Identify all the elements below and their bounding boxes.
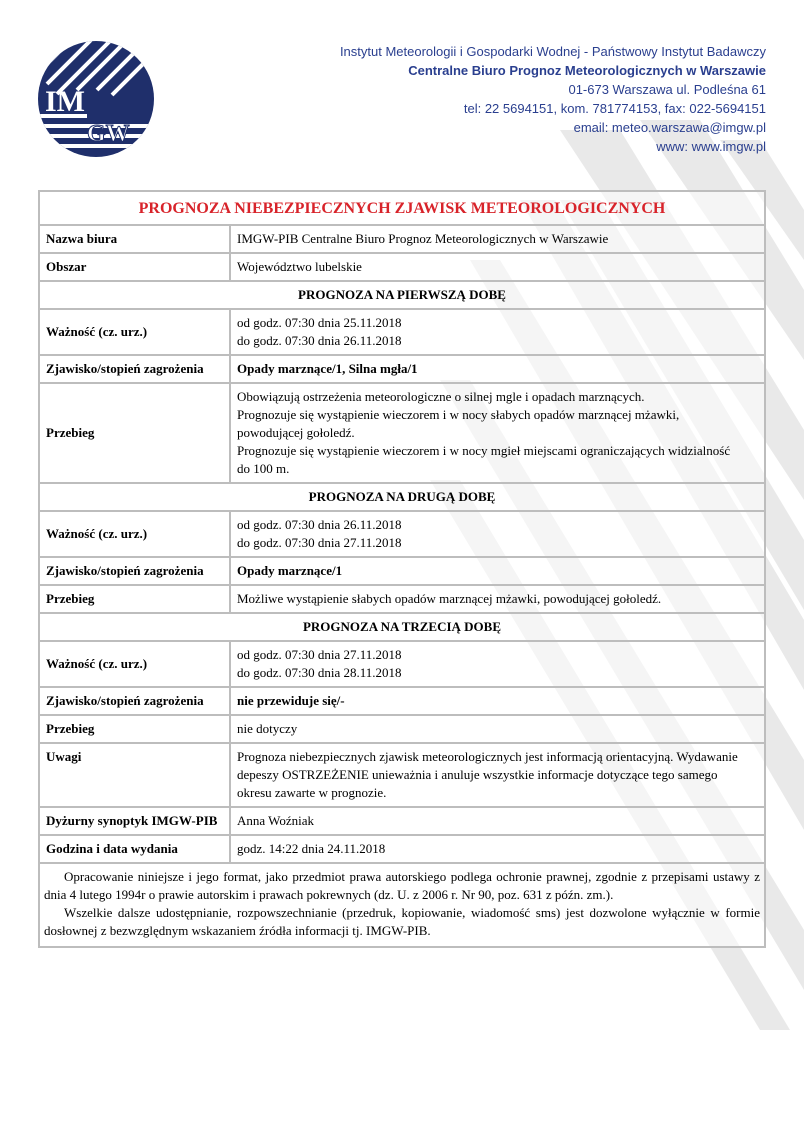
notes-line: Prognoza niebezpiecznych zjawisk meteorologicznych jest informacją orientacyjną. Wydawanie bbox=[237, 749, 738, 764]
distribution-paragraph: Wszelkie dalsze udostępnianie, rozpowszechnianie (przedruk, kopiowanie, wiadomość sms) jest dozwolone wyłącznie w formie dosłownej z bezwzględnym wskazaniem źródła informacji tj. IMGW-PIB. bbox=[44, 905, 760, 938]
notes-label: Uwagi bbox=[39, 743, 230, 807]
day2-validity-to: do godz. 07:30 dnia 27.11.2018 bbox=[237, 535, 402, 550]
day3-course-label: Przebieg bbox=[39, 715, 230, 743]
issued-label: Godzina i data wydania bbox=[39, 835, 230, 863]
day1-validity-row bbox=[39, 309, 765, 355]
area-value: Województwo lubelskie bbox=[230, 253, 765, 281]
day2-validity-value bbox=[230, 511, 765, 557]
forecast-table bbox=[38, 190, 766, 948]
notes-row bbox=[39, 743, 765, 807]
area-label: Obszar bbox=[39, 253, 230, 281]
website: www: www.imgw.pl bbox=[656, 139, 766, 154]
day3-validity-from: od godz. 07:30 dnia 27.11.2018 bbox=[237, 647, 402, 662]
issued-value: godz. 14:22 dnia 24.11.2018 bbox=[230, 835, 765, 863]
day3-course-value: nie dotyczy bbox=[230, 715, 765, 743]
day2-validity-label: Ważność (cz. urz.) bbox=[39, 511, 230, 557]
day1-phenomenon-label: Zjawisko/stopień zagrożenia bbox=[39, 355, 230, 383]
notes-line: okresu zawarte w prognozie. bbox=[237, 785, 387, 800]
copyright-footer bbox=[39, 863, 765, 947]
office-name: Centralne Biuro Prognoz Meteorologicznych w Warszawie bbox=[408, 63, 766, 78]
day3-course-row bbox=[39, 715, 765, 743]
email: email: meteo.warszawa@imgw.pl bbox=[573, 120, 766, 135]
address: 01-673 Warszawa ul. Podleśna 61 bbox=[568, 82, 766, 97]
day1-validity-to: do godz. 07:30 dnia 26.11.2018 bbox=[237, 333, 402, 348]
day1-course-line: Obowiązują ostrzeżenia meteorologiczne o silnej mgle i opadach marznących. bbox=[237, 389, 645, 404]
day2-course-label: Przebieg bbox=[39, 585, 230, 613]
office-value: IMGW-PIB Centralne Biuro Prognoz Meteorologicznych w Warszawie bbox=[230, 225, 765, 253]
document-title: PROGNOZA NIEBEZPIECZNYCH ZJAWISK METEOROLOGICZNYCH bbox=[39, 191, 765, 225]
office-row bbox=[39, 225, 765, 253]
day1-phenomenon-row bbox=[39, 355, 765, 383]
day2-phenomenon-row bbox=[39, 557, 765, 585]
notes-value bbox=[230, 743, 765, 807]
day2-validity-from: od godz. 07:30 dnia 26.11.2018 bbox=[237, 517, 402, 532]
day3-phenomenon-label: Zjawisko/stopień zagrożenia bbox=[39, 687, 230, 715]
day2-course-value: Możliwe wystąpienie słabych opadów marznącej mżawki, powodującej gołoledź. bbox=[230, 585, 765, 613]
day3-heading: PROGNOZA NA TRZECIĄ DOBĘ bbox=[39, 613, 765, 641]
imgw-logo bbox=[37, 40, 155, 158]
day1-course-line: do 100 m. bbox=[237, 461, 290, 476]
institute-header bbox=[340, 42, 766, 156]
day2-phenomenon-label: Zjawisko/stopień zagrożenia bbox=[39, 557, 230, 585]
synoptic-label: Dyżurny synoptyk IMGW-PIB bbox=[39, 807, 230, 835]
day1-course-label: Przebieg bbox=[39, 383, 230, 483]
day1-course-line: Prognozuje się wystąpienie wieczorem i w nocy słabych opadów marznącej mżawki, bbox=[237, 407, 680, 422]
day1-course-value bbox=[230, 383, 765, 483]
day3-phenomenon-value: nie przewiduje się/- bbox=[230, 687, 765, 715]
day2-heading: PROGNOZA NA DRUGĄ DOBĘ bbox=[39, 483, 765, 511]
day1-course-line: powodującej gołoledź. bbox=[237, 425, 355, 440]
day1-course-row bbox=[39, 383, 765, 483]
logo-text-bottom: GW bbox=[87, 121, 130, 147]
office-label: Nazwa biura bbox=[39, 225, 230, 253]
day1-validity-from: od godz. 07:30 dnia 25.11.2018 bbox=[237, 315, 402, 330]
synoptic-row bbox=[39, 807, 765, 835]
notes-line: depeszy OSTRZEŻENIE unieważnia i anuluje wszystkie informacje dotyczące tego samego bbox=[237, 767, 718, 782]
day1-course-line: Prognozuje się wystąpienie wieczorem i w nocy mgieł miejscami ograniczających widzialność bbox=[237, 443, 731, 458]
phone: tel: 22 5694151, kom. 781774153, fax: 022-5694151 bbox=[463, 101, 766, 116]
institute-name: Instytut Meteorologii i Gospodarki Wodnej - Państwowy Instytut Badawczy bbox=[339, 44, 766, 59]
day3-validity-label: Ważność (cz. urz.) bbox=[39, 641, 230, 687]
day3-phenomenon-row bbox=[39, 687, 765, 715]
day3-validity-to: do godz. 07:30 dnia 28.11.2018 bbox=[237, 665, 402, 680]
day2-validity-row bbox=[39, 511, 765, 557]
synoptic-value: Anna Woźniak bbox=[230, 807, 765, 835]
day1-phenomenon-value: Opady marznące/1, Silna mgła/1 bbox=[230, 355, 765, 383]
logo-text-top: IM bbox=[45, 85, 85, 118]
day1-heading: PROGNOZA NA PIERWSZĄ DOBĘ bbox=[39, 281, 765, 309]
day3-validity-row bbox=[39, 641, 765, 687]
issued-row bbox=[39, 835, 765, 863]
day1-validity-value bbox=[230, 309, 765, 355]
copyright-paragraph: Opracowanie niniejsze i jego format, jako przedmiot prawa autorskiego podlega ochronie prawnej, zgodnie z przepisami ustawy z dnia 4 lutego 1994r o prawie autorskim i prawach pokrewnych (dz. U. z 2006 r. Nr 90, poz. 631 z późn. zm.). bbox=[44, 869, 760, 902]
day1-validity-label: Ważność (cz. urz.) bbox=[39, 309, 230, 355]
day2-phenomenon-value: Opady marznące/1 bbox=[230, 557, 765, 585]
day2-course-row bbox=[39, 585, 765, 613]
day3-validity-value bbox=[230, 641, 765, 687]
area-row bbox=[39, 253, 765, 281]
